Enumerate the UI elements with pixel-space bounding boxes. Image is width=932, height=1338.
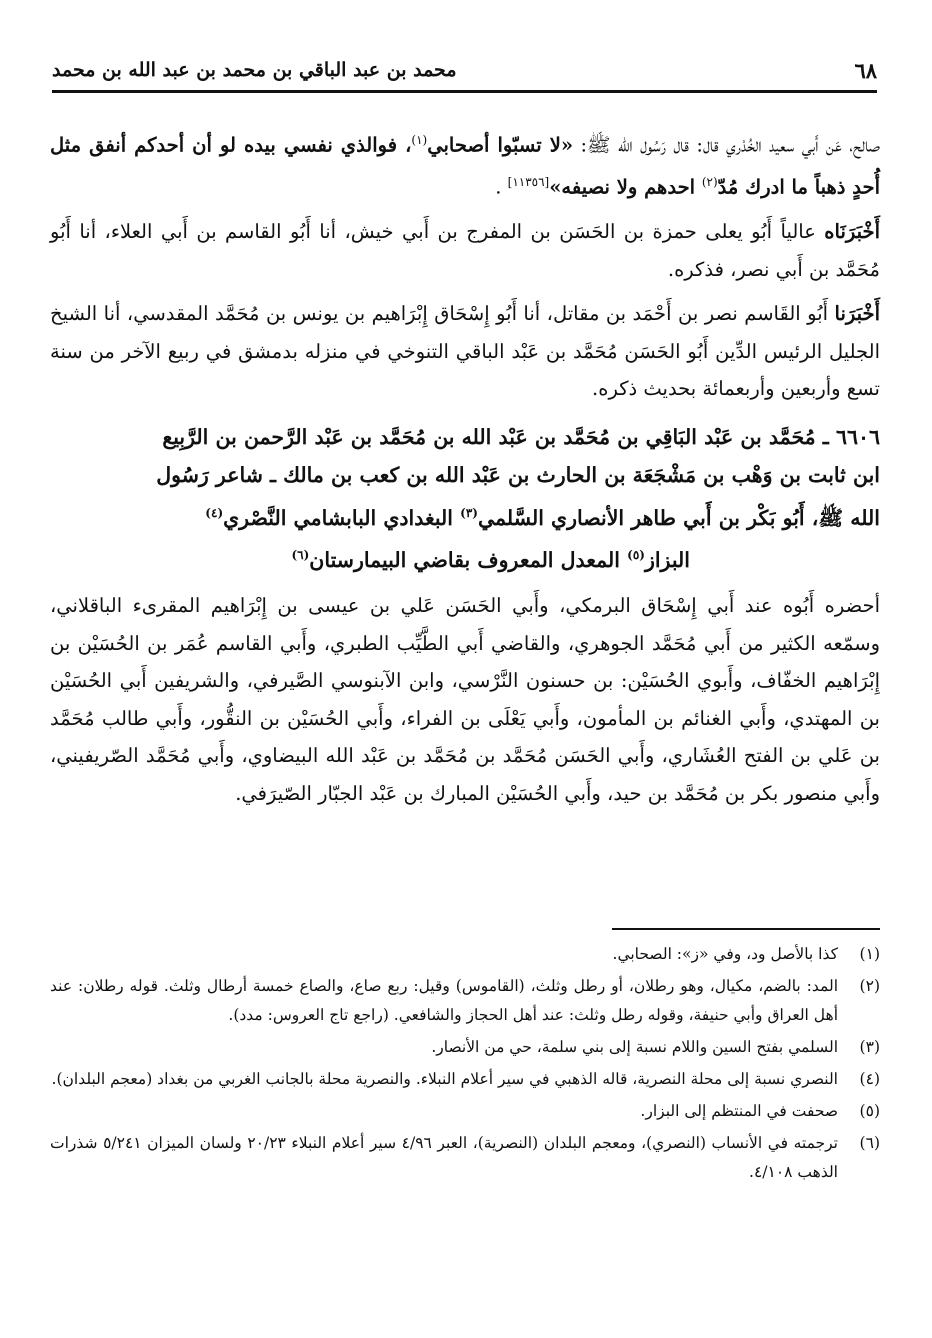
- isnad-lead-2: أَخْبَرَنا: [834, 302, 880, 325]
- footnote-ref-6[interactable]: (٦): [291, 548, 310, 563]
- footnote-ref-5[interactable]: (٥): [627, 548, 645, 563]
- paragraph-hadith: [50, 122, 880, 206]
- hadith-intro: صالح، عَن أَبي سعيد الخُدْري قال: قال رَسُول الله ﷺ:: [573, 133, 880, 157]
- isnad-text-2: أَبُو القَاسم نصر بن أَحْمَد بن مقاتل، أنا أَبُو إِسْحَاق إِبْرَاهيم بن يونس بن مُحَمَّد المقدسي، أنا الشيخ الجليل الرئيس الدِّين أَبُو الحَسَن مُحَمَّد بن عَبْد الباقي التنوخي في منزله بدمشق في ربيع الآخر من سنة تسع وأربعين وأربعمائة بحديث ذكره.: [50, 302, 880, 400]
- heading-line-1: ٦٦٠٦ ـ مُحَمَّد بن عَبْد البَاقِي بن مُحَمَّد بن عَبْد الله بن مُحَمَّد بن عَبْد الرَّحمن بن الرَّبِيع: [162, 424, 880, 449]
- main-text: [50, 122, 880, 819]
- heading-line-4b: المعدل المعروف بقاضي البيمارستان: [309, 548, 628, 573]
- hadith-quote-end: احدهم ولا نصيفه»: [549, 175, 702, 199]
- page-number: ٦٨: [854, 57, 877, 83]
- footnote-text: صحفت في المنتظم إلى البزار.: [640, 1102, 838, 1120]
- heading-line-4: [50, 536, 880, 579]
- footnote-text: السلمي بفتح السين واللام نسبة إلى بني سلمة، حي من الأنصار.: [431, 1038, 838, 1056]
- paragraph-biography: أحضره أَبُوه عند أَبي إِسْحَاق البرمكي، وأَبي الحَسَن عَلي بن عيسى بن إِبْرَاهيم المقرىء الباقلاني، وسمّعه الكثير من أَبي مُحَمَّد الجوهري، والقاضي أَبي الطَّيِّب الطبري، وأَبي القاسم عُمَر بن الحُسَيْن بن إِبْرَاهيم الخفّاف، وأَبوي الحُسَيْن: بن حسنون النَّرْسي، وابن الآبنوسي الصَّيرفي، والشريفين أَبي الحُسَيْن بن المهتدي، وأَبي الغنائم بن المأمون، وأَبي يَعْلَى بن الفراء، وأَبي الحُسَيْن بن النقُّور، وأَبي طالب مُحَمَّد بن عَلي بن الفتح العُشَاري، وأَبي الحَسَن مُحَمَّد بن مُحَمَّد بن عَبْد الله البيضاوي، وأَبي مُحَمَّد الصّريفيني، وأَبي منصور بكر بن مُحَمَّد بن حيد، وأَبي الحُسَيْن المبارك بن عَبْد الجبّار الصّيرَفي.: [50, 594, 880, 805]
- footnote-ref-1[interactable]: (١): [411, 133, 428, 147]
- heading-line-3a: الله ﷺ، أَبُو بَكْر بن أَبي طاهر الأنصاري السَّلمي: [477, 505, 880, 530]
- running-header: [52, 50, 877, 93]
- paragraph-isnad-2: [50, 295, 880, 408]
- footnote-text: النصري نسبة إلى محلة النصرية، قاله الذهبي في سير أعلام النبلاء. والنصرية محلة بالجانب الغربي من بغداد (معجم البلدان).: [51, 1070, 838, 1088]
- footnote-number: (٣): [859, 1038, 880, 1056]
- heading-line-4a: البزاز: [644, 548, 690, 573]
- footnote-number: (٢): [859, 977, 880, 995]
- entry-heading: [50, 418, 880, 580]
- isnad-text-1: عالياً أَبُو يعلى حمزة بن الحَسَن بن المفرج بن أَبي خيش، أنا أَبُو القاسم بن أَبي العلاء، أنا أَبُو مُحَمَّد بن أَبي نصر، فذكره.: [50, 220, 880, 281]
- footnote-number: (٤): [859, 1070, 880, 1088]
- footnote-ref-3[interactable]: (٣): [460, 505, 478, 520]
- isnad-lead-1: أَخْبَرَنَاه: [824, 220, 880, 243]
- heading-line-2: ابن ثابت بن وَهْب بن مَشْجَعَة بن الحارث بن عَبْد الله بن كعب بن مالك ـ شاعر رَسُول: [156, 462, 880, 487]
- heading-line-3: [50, 494, 880, 537]
- footnote-ref-2[interactable]: (٢): [701, 175, 718, 189]
- heading-line-3b: البغدادي البابشامي النَّصْري: [223, 505, 461, 530]
- footnotes: [50, 940, 880, 1190]
- footnote-item: [50, 1065, 880, 1094]
- footnote-number: (٥): [859, 1102, 880, 1120]
- footnote-number: (١): [859, 945, 880, 963]
- footnote-item: [50, 972, 880, 1030]
- footnote-number: (٦): [859, 1134, 880, 1152]
- footnote-text: المد: بالضم، مكيال، وهو رطلان، أو رطل وثلث، (القاموس) وقيل: ربع صاع، والصاع خمسة أرطال وثلث. قوله رطلان: عند أهل العراق وأبي حنيفة، وقوله رطل وثلث: عند أهل الحجاز والشافعي. (راجع تاج العروس: مدد).: [50, 977, 838, 1024]
- footnote-divider: [612, 928, 880, 930]
- footnote-item: [50, 940, 880, 969]
- footnote-text: ترجمته في الأنساب (النصري)، ومعجم البلدان (النصرية)، العبر ٤/٩٦ سير أعلام النبلاء ٢٠/٢٣ ولسان الميزان ٥/٢٤١ شذرات الذهب ٤/١٠٨.: [50, 1134, 838, 1181]
- footnote-item: [50, 1097, 880, 1126]
- hadith-quote-middle: ، فوالذي نفسي بيده لو أن أحدكم أنفق مثل أُحدٍ ذهباً ما ادرك مُدّ: [50, 133, 880, 199]
- hadith-quote-start: «لا تسبّوا أصحابي: [427, 133, 574, 157]
- paragraph-isnad-1: [50, 213, 880, 288]
- footnote-item: [50, 1033, 880, 1062]
- hadith-period: .: [495, 175, 508, 199]
- footnote-ref-4[interactable]: (٤): [205, 505, 224, 520]
- running-title: محمد بن عبد الباقي بن محمد بن عبد الله بن محمد: [52, 59, 457, 81]
- hadith-number: [١١٣٥٦]: [507, 175, 550, 189]
- footnote-text: كذا بالأصل ود، وفي «ز»: الصحابي.: [612, 945, 838, 963]
- footnote-item: [50, 1129, 880, 1187]
